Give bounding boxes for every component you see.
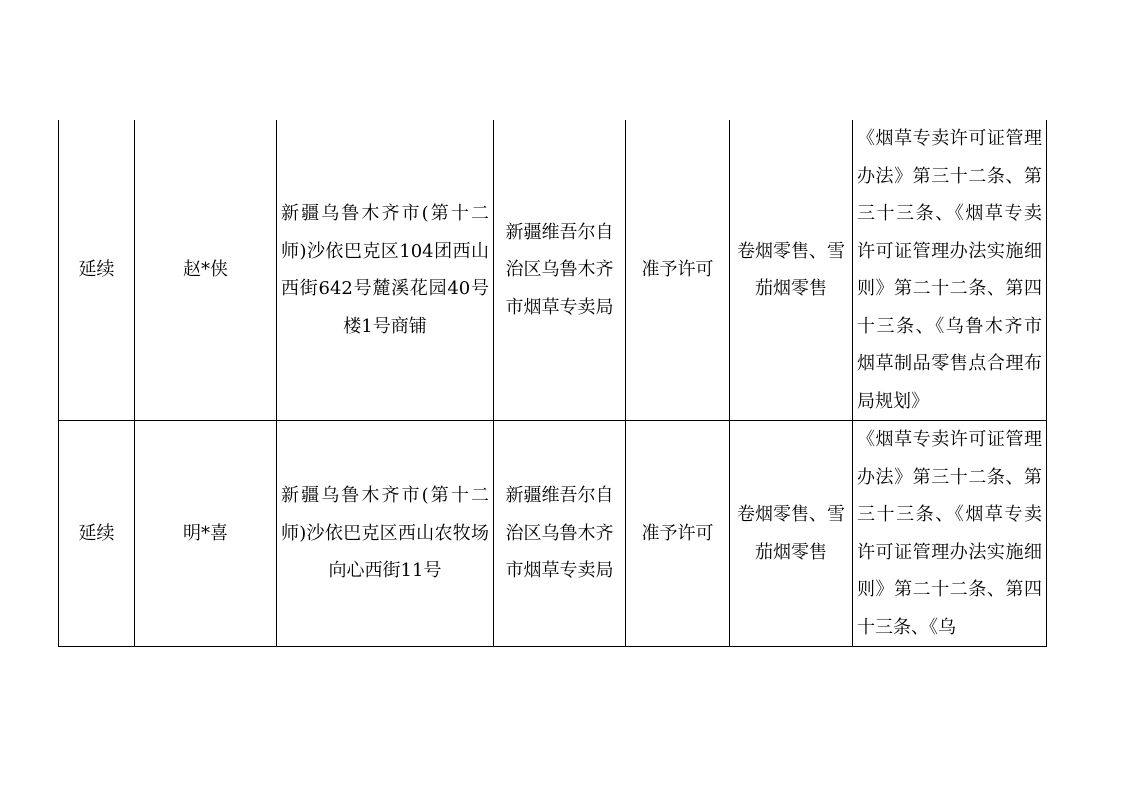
issuing-authority-cell: 新疆维吾尔自治区乌鲁木齐市烟草专卖局 — [494, 120, 626, 421]
applicant-name-cell: 明*喜 — [135, 421, 277, 647]
permit-type-cell: 延续 — [59, 120, 135, 421]
business-scope-cell: 卷烟零售、雪茄烟零售 — [730, 120, 853, 421]
legal-basis-cell: 《烟草专卖许可证管理办法》第三十二条、第三十三条、《烟草专卖许可证管理办法实施细则》第二十二条、第四十三条、《乌 — [853, 421, 1047, 647]
business-address-cell: 新疆乌鲁木齐市(第十二师)沙依巴克区104团西山西街642号麓溪花园40号楼1号商铺 — [277, 120, 494, 421]
table-row — [59, 421, 1047, 647]
legal-basis-cell: 《烟草专卖许可证管理办法》第三十二条、第三十三条、《烟草专卖许可证管理办法实施细则》第二十二条、第四十三条、《乌鲁木齐市烟草制品零售点合理布局规划》 — [853, 120, 1047, 421]
decision-cell: 准予许可 — [626, 421, 730, 647]
issuing-authority-cell: 新疆维吾尔自治区乌鲁木齐市烟草专卖局 — [494, 421, 626, 647]
permit-table — [58, 120, 1047, 647]
table-row — [59, 120, 1047, 421]
permit-type-cell: 延续 — [59, 421, 135, 647]
applicant-name-cell: 赵*侠 — [135, 120, 277, 421]
business-scope-cell: 卷烟零售、雪茄烟零售 — [730, 421, 853, 647]
business-address-cell: 新疆乌鲁木齐市(第十二师)沙依巴克区西山农牧场向心西街11号 — [277, 421, 494, 647]
decision-cell: 准予许可 — [626, 120, 730, 421]
